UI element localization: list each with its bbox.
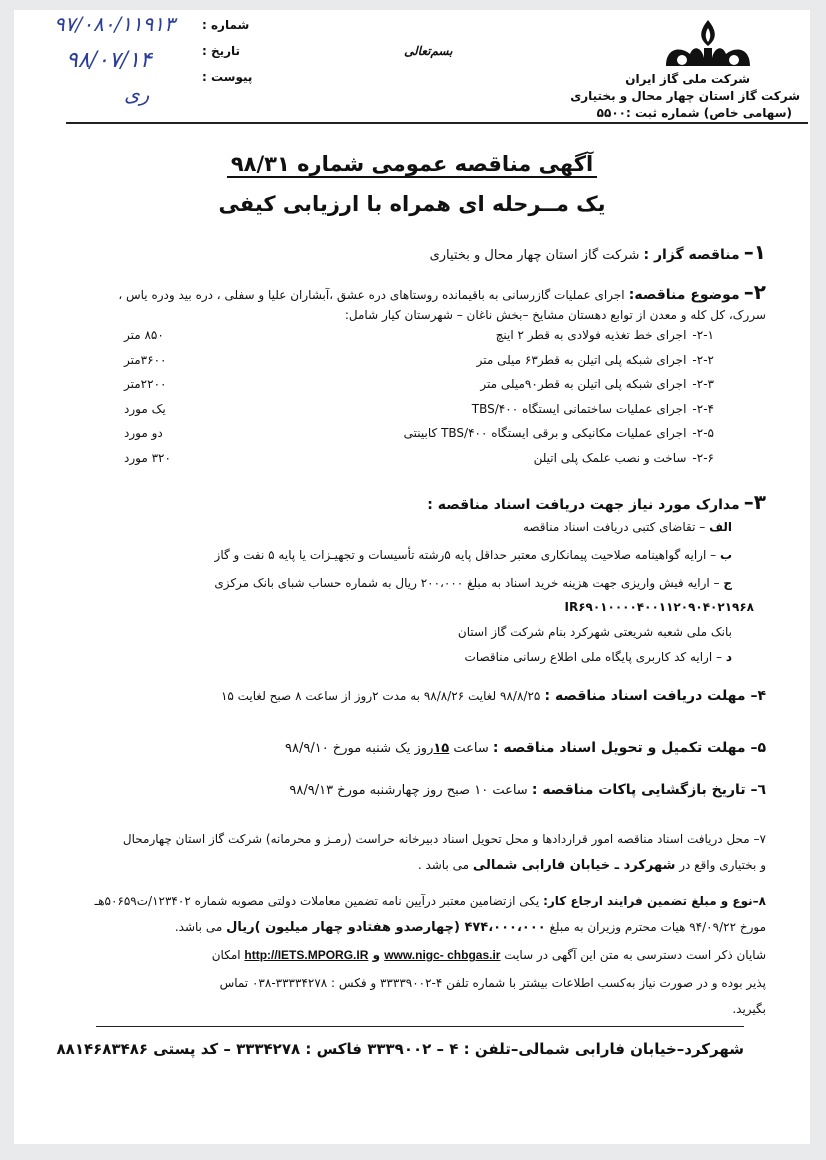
scope-item-quantity: ۸۵۰ متر — [124, 328, 164, 342]
basmala: بسم‌تعالی — [404, 44, 453, 58]
handwritten-number: ۹۷/۰۸۰/۱۱۹۱۳ — [54, 12, 175, 36]
scope-item-code: ۲-۱- — [692, 328, 714, 342]
section-2: ۲– موضوع مناقصه: اجرای عملیات گازرسانی به باقیمانده روستاهای دره عشق ،آبشاران علیا و سفلی ، دره بید ودره یاس ، — [118, 280, 766, 304]
company-name: شرکت ملی گاز ایران — [625, 72, 750, 86]
scope-item-code: ۲-۴- — [692, 401, 714, 416]
section-7-line2: و بختیاری واقع در شهرکرد ـ خیابان فارابی شمالی می باشد . — [417, 858, 766, 873]
scope-item-text: اجرای عملیات مکانیکی و برقی ایستگاه TBS/۴۰۰ کابینتی — [403, 426, 687, 440]
notice-subtitle: یک مــرحله ای همراه با ارزیابی کیفی — [218, 192, 606, 216]
footer-divider — [96, 1026, 744, 1027]
number-label: شماره : — [202, 18, 250, 32]
company-subsidiary: شرکت گاز استان چهار محال و بختیاری — [570, 89, 800, 103]
section-6: ٦– تاریخ بازگشایی پاکات مناقصه : ساعت ۱۰ صبح روز چهارشنبه مورخ ۹۸/۹/۱۳ — [289, 782, 766, 798]
notice-line1: شایان ذکر است دسترسی به متن این آگهی در سایت www.nigc- chbgas.ir و http://IETS.MPORG.IR امکان — [211, 948, 766, 962]
scope-item-quantity: ۳۶۰۰متر — [124, 352, 167, 367]
section-3: ۳– مدارک مورد نیاز جهت دریافت اسناد مناقصه : — [427, 490, 766, 514]
iban: IR۶۹۰۱۰۰۰۰۴۰۰۱۱۲۰۹۰۴۰۲۱۹۶۸ — [564, 600, 754, 614]
notice-line2: پذیر بوده و در صورت نیاز به‌کسب اطلاعات بیشتر با شماره تلفن ۴-۳۳۳۳۹۰۰۲ و فکس : ۳۳۳۳۴۲۷۸-۰۳۸ تماس — [219, 976, 766, 990]
scope-item — [477, 353, 714, 367]
section-7-line1: ۷– محل دریافت اسناد مناقصه امور قراردادها و محل تحویل اسناد دبیرخانه حراست (رمـز و محرمانه) شرکت گاز استان چهارمحال — [122, 832, 766, 846]
scope-item-quantity: ۲۲۰۰متر — [124, 377, 167, 391]
section-8-line1: ۸–نوع و مبلغ تضمین فرایند ارجاع کار: یکی ازتضامین معتبر درآیین نامه تضمین معاملات دولتی مصوبه شماره ۱۲۳۴۰۲/ت۵۰۶۵۹هـ — [94, 894, 766, 908]
notice-title: آگهی مناقصه عمومی شماره ۹۸/۳۱ — [14, 152, 810, 176]
nigc-website-link[interactable]: www.nigc- chbgas.ir — [384, 948, 501, 962]
scope-item-quantity: دو مورد — [124, 426, 163, 440]
scope-item-code: ۲-۵- — [692, 426, 714, 440]
section-2-text2: سررک، کل کله و معدن از توابع دهستان مشایخ –بخش ناغان – شهرستان کیار شامل: — [344, 308, 766, 322]
scope-item-code: ۲-۳- — [692, 377, 714, 391]
iets-website-link[interactable]: http://IETS.MPORG.IR — [244, 948, 369, 962]
scope-item-text: اجرای عملیات ساختمانی ایستگاه TBS/۴۰۰ — [471, 401, 687, 416]
scope-item-text: اجرای شبکه پلی اتیلن به قطر۶۳ میلی متر — [476, 352, 687, 367]
requirement-c: ج – ارایه فیش واریزی جهت هزینه خرید اسناد به مبلغ ۲۰۰،۰۰۰ ریال به شماره حساب شبای بانک مرکزی — [214, 576, 732, 590]
footer-address: شهرکرد–خیابان فارابی شمالی–تلفن : ۴ – ۳۳۳۹۰۰۲ فاکس : ۳۳۳۴۲۷۸ – کد پستی ۸۸۱۴۶۸۳۴۸۶ — [56, 1040, 744, 1058]
requirement-a: الف – تقاضای کتبی دریافت اسناد مناقصه — [522, 520, 732, 534]
scope-item-text: ساخت و نصب علمک پلی اتیلن — [533, 450, 687, 465]
scope-item — [472, 402, 714, 416]
scope-item — [404, 426, 714, 440]
requirement-b: ب – ارایه گواهینامه صلاحیت پیمانکاری معتبر حداقل پایه ۵رشته تأسیسات و تجهیـزات یا پایه ۵ نفت و گاز — [214, 548, 732, 562]
scope-item — [534, 451, 714, 465]
letter-page — [14, 10, 810, 1144]
notice-line3: بگیرید. — [732, 1002, 766, 1016]
header-divider — [66, 122, 808, 124]
nigc-logo-icon — [660, 18, 756, 70]
scope-item-text: اجرای شبکه پلی اتیلن به قطر۹۰میلی متر — [480, 377, 687, 391]
section-1: ۱– مناقصه گزار : شرکت گاز استان چهار محال و بختیاری — [429, 240, 766, 264]
requirement-d: د – ارایه کد کاربری پایگاه ملی اطلاع رسانی مناقصات — [464, 650, 732, 664]
attachment-label: پیوست : — [202, 70, 253, 84]
scope-item-code: ۲-۶- — [692, 450, 714, 465]
scope-item-quantity: یک مورد — [124, 401, 166, 416]
scope-item-quantity: ۳۲۰ مورد — [124, 450, 171, 465]
section-4: ۴– مهلت دریافت اسناد مناقصه : ۹۸/۸/۲۵ لغایت ۹۸/۸/۲۶ به مدت ۲روز از ساعت ۸ صبح لغایت ۱۵ — [220, 688, 766, 704]
handwritten-signature: ری — [124, 82, 150, 106]
section-8-line2: مورخ ۹۴/۰۹/۲۲ هیات محترم وزیران به مبلغ ۴۷۴،۰۰۰،۰۰۰ (چهارصدو هفتادو چهار میلیون )ریال می باشد. — [174, 920, 766, 935]
section-5: ۵– مهلت تکمیل و تحویل اسناد مناقصه : ساعت ۱۵روز یک شنبه مورخ ۹۸/۹/۱۰ — [285, 740, 766, 756]
company-registration: (سهامی خاص) شماره ثبت :۵۵۰۰ — [596, 106, 792, 120]
scope-item-code: ۲-۲- — [692, 352, 714, 367]
bank-name: بانک ملی شعبه شریعتی شهرکرد بنام شرکت گاز استان — [457, 625, 732, 639]
scope-item-text: اجرای خط تغذیه فولادی به قطر ۲ اینچ — [495, 328, 687, 342]
handwritten-date: ۹۸/۰۷/۱۴ — [66, 48, 152, 73]
date-label: تاریخ : — [202, 44, 241, 58]
scope-item — [480, 377, 714, 391]
scope-item — [496, 328, 714, 342]
